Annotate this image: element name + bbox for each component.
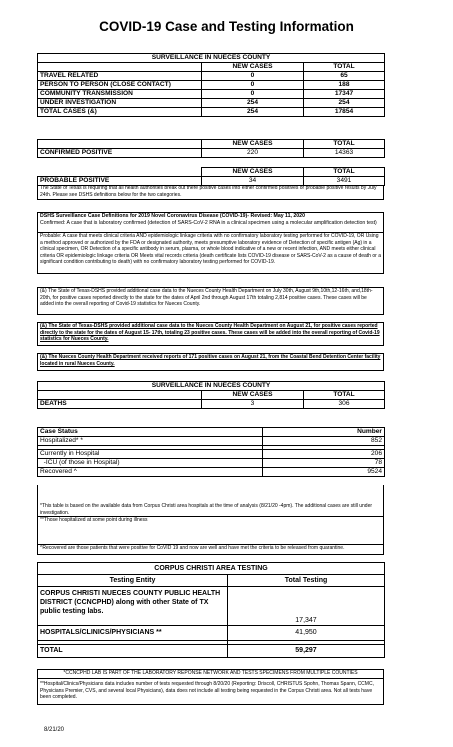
testing-note-2: **Hospital/Clinics/Physicians data includes number of tests requested through 8/20/20 (Reporting: Driscoll, CHRISTUS Spohn, Thomas Spann, CCMC, Physicians Premier, CVS, and several local Physicians), data does not include all testing being requested in the Corpus Christi area. Not all tests have been completed. bbox=[37, 679, 384, 705]
definitions-heading: DSHS Surveillance Case Definitions for 2019 Novel Coronavirus Disease (COVID-19)- Revised: May 11, 2020 bbox=[40, 213, 305, 219]
deaths-header: SURVEILLANCE IN NUECES COUNTY bbox=[38, 382, 385, 391]
deaths-table: SURVEILLANCE IN NUECES COUNTY NEW CASES TOTAL DEATHS 3 306 bbox=[37, 381, 385, 409]
table-row: Hospitalized* * 852 bbox=[38, 437, 385, 446]
probable-note: The State of Texas is requiring that all health authorities break out there positive cases into either confirmed positives or probable positive results by July 24th. Please see DSHS definitions below for the two categories. bbox=[37, 185, 384, 200]
table-row: UNDER INVESTIGATION 254 254 bbox=[38, 99, 385, 108]
note-amp-1: (&) The State of Texas-DSHS provided additional case data to the Nueces County Health Department on July 30th, August 9th,10th,12-16th, and,18th-20th, for positive cases reported directly to the state for the dates of April 2nd through August 17th totaling 2,814 positive cases. These cases will be added into the overall reporting of Covid-19 statistics for Nueces County. bbox=[37, 287, 384, 315]
status-note-3: ^Recovered are those patients that were positive for CoVID 19 and now are well and have met the criteria to be released from quarantine. bbox=[37, 545, 384, 555]
table-row: CORPUS CHRISTI NUECES COUNTY PUBLIC HEALTH DISTRICT (CCNCPHD) along with other State of TX public testing labs. 17,347 bbox=[38, 587, 385, 626]
testing-header: CORPUS CHRISTI AREA TESTING bbox=[38, 563, 385, 575]
status-note-2: **Those hospitalized at some point during illness bbox=[37, 517, 384, 545]
note-amp-3: (&) The Nueces County Health Department received reports of 171 positive cases on August 21, from the Coastal Bend Detention Center facility located in rural Nueces County. bbox=[37, 353, 384, 371]
definitions-heading-box bbox=[37, 212, 384, 233]
table-row: HOSPITALS/CLINICS/PHYSICIANS ** 41,950 bbox=[38, 626, 385, 641]
page-title: COVID-19 Case and Testing Information bbox=[99, 19, 354, 34]
testing-table: CORPUS CHRISTI AREA TESTING Testing Entity Total Testing CORPUS CHRISTI NUECES COUNTY PUBLIC HEALTH DISTRICT (CCNCPHD) along with other State of TX public testing labs. 17,347 HOSPITALS/CLINICS/PHYSICIANS ** 41,950 TOTAL 59,297 bbox=[37, 562, 385, 658]
table-row: PROBABLE POSITIVE 34 3491 bbox=[38, 177, 385, 186]
table-row: COMMUNITY TRANSMISSION 0 17347 bbox=[38, 90, 385, 99]
note-amp-2: (&) The State of Texas-DSHS provided additional case data to the Nueces County Health Department on August 21, for positive cases reported directly to the state for the dates of August 15- 17th, totaling 23 positive cases. These cases will be added into the overall reporting of Covid-19 statistics for Nueces County. bbox=[37, 322, 384, 346]
col-new-cases: NEW CASES bbox=[202, 63, 304, 72]
table-row: TOTAL 59,297 bbox=[38, 645, 385, 658]
surveillance-table bbox=[37, 53, 385, 117]
table-row: TOTAL CASES (&) 254 17854 bbox=[38, 108, 385, 117]
surveillance-header: SURVEILLANCE IN NUECES COUNTY bbox=[38, 54, 385, 63]
col-total: TOTAL bbox=[304, 63, 385, 72]
table-row: -ICU (of those in Hospital) 78 bbox=[38, 459, 385, 468]
testing-note-1: *CCNCPHD LAB IS PART OF THE LABORATORY REPONSE NETWORK AND TESTS SPECIMENS FROM MULTIPLE COUNTIES bbox=[37, 669, 384, 679]
status-note-1: *This table is based on the available data from Corpus Christi area hospitals at the time of analysis (8/21/20 -4pm). The additional cases are still under investigation. bbox=[37, 485, 384, 517]
definition-confirmed: Confirmed: A case that is laboratory confirmed (detection of SARS-CoV-2 RNA in a clinical specimen using a molecular amplification detection test) bbox=[40, 219, 377, 226]
footer-date: 8/21/20 bbox=[44, 727, 65, 733]
confirmed-table: NEW CASES TOTAL CONFIRMED POSITIVE 220 14363 bbox=[37, 139, 385, 158]
table-row: PERSON TO PERSON (CLOSE CONTACT) 0 188 bbox=[38, 81, 385, 90]
table-row: TRAVEL RELATED 0 65 bbox=[38, 72, 385, 81]
table-row: DEATHS 3 306 bbox=[38, 400, 385, 409]
case-status-table: Case Status Number Hospitalized* * 852 Currently in Hospital 206 -ICU (of those in Hospital) 78 Recovered ^ 9524 bbox=[37, 427, 385, 477]
probable-table: NEW CASES TOTAL PROBABLE POSITIVE 34 3491 bbox=[37, 167, 385, 186]
table-row: Currently in Hospital 206 bbox=[38, 450, 385, 459]
table-row: CONFIRMED POSITIVE 220 14363 bbox=[38, 149, 385, 158]
definition-probable: Probable: A case that meets clinical criteria AND epidemiologic linkage criteria with no confirmatory laboratory testing performed for COVID-19, OR Using a method approved or authorized by the FDA or designated authority, meets presumptive laboratory evidence of Detection of specific antigen (Ag) in a clinical specimen, OR Detection of a specific antibody in serum, plasma, or whole blood indicative of a new or recent infection, AND meets either clinical criteria OR epidemiologic linkage criteria OR Meets vital records criteria (death certificate lists COVID-19 disease or SARS-CoV-2 as a cause of death or a significant condition contributing to death) with no confirmatory laboratory testing performed for COVID-19. bbox=[37, 233, 384, 274]
table-row: Recovered ^ 9524 bbox=[38, 468, 385, 477]
